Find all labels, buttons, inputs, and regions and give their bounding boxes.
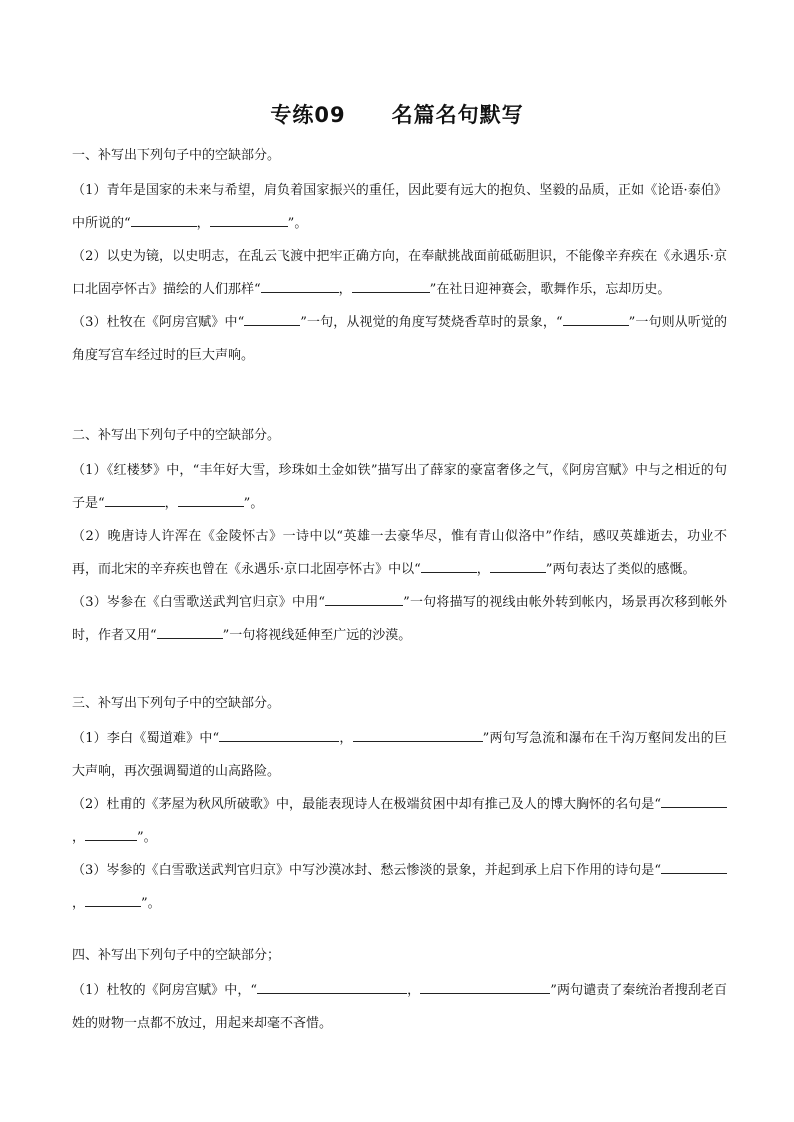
answer-blank[interactable] [85,894,141,907]
answer-blank[interactable] [352,280,430,293]
title-topic: 名篇名句默写 [391,103,524,127]
answer-blank[interactable] [661,795,727,808]
answer-blank[interactable] [563,313,629,326]
question-item: （2）晚唐诗人许浑在《金陵怀古》一诗中以“英雄一去豪华尽，惟有青山似洛中”作结，感叹英雄逝去，功业不再，而北宋的辛弃疾也曾在《永遇乐·京口北固亭怀古》中以“ ， ”两句表达了类似的感慨。 [72,529,727,577]
answer-blank[interactable] [421,560,477,573]
answer-blank[interactable] [261,280,339,293]
answer-blank[interactable] [353,729,483,742]
section-1 [72,146,727,372]
answer-blank[interactable] [420,981,550,994]
answer-blank[interactable] [325,593,403,606]
answer-blank[interactable] [244,313,300,326]
question-item: （3）岑参在《白雪歌送武判官归京》中用“ ”一句将描写的视线由帐外转到帐内，场景再次移到帐外时，作者又用“ ”一句将视线延伸至广远的沙漠。 [72,595,727,643]
section-2 [72,426,727,652]
question-item: （3）岑参的《白雪歌送武判官归京》中写沙漠冰封、愁云惨淡的景象，并起到承上启下作用的诗句是“， ”。 [72,854,727,920]
answer-blank[interactable] [85,828,137,841]
answer-blank[interactable] [210,214,288,227]
section-heading: 四、补写出下列句子中的空缺部分； [72,948,281,963]
answer-blank[interactable] [219,729,339,742]
section-heading: 一、补写出下列句子中的空缺部分。 [72,148,281,163]
title-series: 专练09 [270,103,346,127]
answer-blank[interactable] [490,560,546,573]
question-item: （2）杜甫的《茅屋为秋风所破歌》中，最能表现诗人在极端贫困中却有推己及人的博大胸怀的名句是“， ”。 [72,788,727,854]
question-item: （1）青年是国家的未来与希望，肩负着国家振兴的重任，因此要有远大的抱负、坚毅的品质，正如《论语·泰伯》中所说的“ ， ”。 [72,183,727,231]
question-item: （3）杜牧在《阿房宫赋》中“ ”一句，从视觉的角度写焚烧香草时的景象，“ ”一句则从听觉的角度写宫车经过时的巨大声响。 [72,315,727,363]
section-3 [72,694,727,920]
answer-blank[interactable] [105,494,165,507]
answer-blank[interactable] [257,981,407,994]
question-item: （1）杜牧的《阿房宫赋》中，“ ， ”两句谴责了秦统治者搜刮老百姓的财物一点都不放过，用起来却毫不吝惜。 [72,983,727,1031]
section-heading: 三、补写出下列句子中的空缺部分。 [72,696,281,711]
question-item: （1）《红楼梦》中，“丰年好大雪，珍珠如土金如铁”描写出了薛家的豪富奢侈之气，《阿房宫赋》中与之相近的句子是“ ， ”。 [72,463,727,511]
section-heading: 二、补写出下列句子中的空缺部分。 [72,428,281,443]
answer-blank[interactable] [178,494,244,507]
page-title [0,100,794,130]
answer-blank[interactable] [131,214,197,227]
answer-blank[interactable] [157,626,223,639]
section-4 [72,946,727,1040]
answer-blank[interactable] [661,861,727,874]
question-item: （2）以史为镜，以史明志，在乱云飞渡中把牢正确方向，在奉献挑战面前砥砺胆识，不能像辛弃疾在《永遇乐·京口北固亭怀古》描绘的人们那样“ ， ”在社日迎神赛会，歌舞作乐，忘却历史。 [72,249,727,297]
question-item: （1）李白《蜀道难》中“ ， ”两句写急流和瀑布在千沟万壑间发出的巨大声响，再次强调蜀道的山高路险。 [72,731,727,779]
